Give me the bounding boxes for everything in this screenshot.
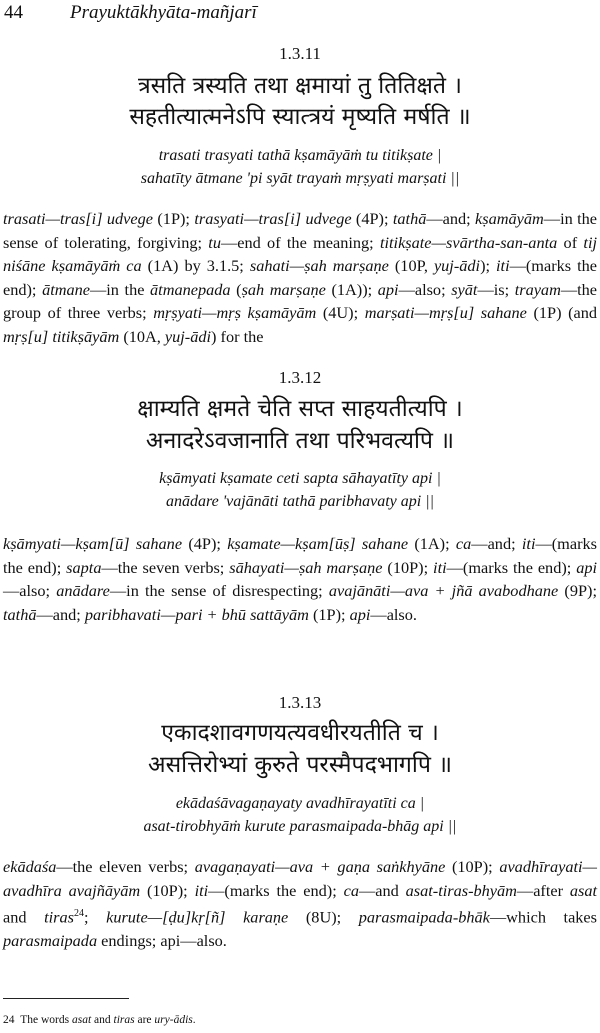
gloss-term: tathā <box>392 209 427 228</box>
page-number: 44 <box>4 2 23 23</box>
gloss-text: —end of the meaning; <box>220 232 380 252</box>
gloss-term: sāhayati—ṣah marṣaṇe <box>229 557 383 577</box>
footnote-text: . <box>192 1014 196 1026</box>
gloss-text: —the group of three verbs; <box>3 279 597 323</box>
transliteration-line: anādare 'vajānāti tathā paribhavaty api || <box>165 493 435 510</box>
gloss-text: and <box>3 907 45 927</box>
footnote <box>3 1014 196 1026</box>
gloss-term: ātmane <box>42 279 90 299</box>
gloss-text: (4P); <box>351 209 393 228</box>
gloss-term: ekādaśa <box>3 857 57 876</box>
gloss-term: avagaṇayati—ava + gaṇa saṅkhyāne <box>194 857 446 876</box>
gloss-term: ṣah marṣaṇe <box>241 279 326 299</box>
transliteration-line: trasati trasyati tathā kṣamāyāṁ tu titikṣate | <box>158 147 442 164</box>
gloss-text: (10P); <box>140 880 195 900</box>
gloss-text: ( <box>230 279 242 299</box>
devanagari-line: क्षाम्यति क्षमते चेति सप्त साहयतीत्यपि । <box>137 396 463 422</box>
gloss-term: parasmaipada-bhāk <box>358 907 490 927</box>
gloss-term: trasyati—tras[i] udvege <box>194 209 352 228</box>
gloss-text: (10P); <box>445 857 500 876</box>
gloss-text: (1P); <box>153 209 195 228</box>
gloss-text: (9P); <box>558 581 597 601</box>
gloss-term: kṣamāyām <box>475 209 544 228</box>
transliteration-line: sahatīty ātmane 'pi syāt trayaṁ mṛṣyati marṣati || <box>140 170 460 187</box>
gloss-text: —and <box>358 880 406 900</box>
gloss-text: (1P); <box>308 604 350 624</box>
gloss-term: avajānāti—ava + jñā avabodhane <box>328 581 559 601</box>
gloss-term: tiras <box>44 907 74 927</box>
footnote-term: ury-ādis <box>154 1014 193 1026</box>
gloss-text: —is; <box>477 279 515 299</box>
gloss-term: sahati—ṣah marṣaṇe <box>249 256 389 276</box>
gloss-term: trasati—tras[i] udvege <box>3 209 154 228</box>
gloss-term: api <box>349 604 371 624</box>
footnote-text: and <box>91 1014 114 1026</box>
gloss-term: iti <box>194 880 209 900</box>
footnote-separator <box>3 998 129 999</box>
gloss-text: ; <box>83 907 107 927</box>
gloss-text: of <box>557 232 584 252</box>
running-header <box>4 2 596 24</box>
gloss-term: ca <box>343 880 359 900</box>
gloss-text: —and; <box>426 209 476 228</box>
gloss-term: ca <box>455 534 472 553</box>
gloss-term: yuj-ādi <box>433 256 481 276</box>
word-gloss-paragraph <box>3 207 597 349</box>
footnote-term: tiras <box>113 1014 135 1026</box>
running-title: Prayuktākhyāta-mañjarī <box>70 2 257 23</box>
word-gloss-paragraph <box>3 532 597 626</box>
gloss-text: —(marks the end); <box>208 880 344 900</box>
gloss-term: tu <box>208 232 221 252</box>
gloss-text: —the seven verbs; <box>101 557 230 577</box>
verse-number: 1.3.12 <box>278 368 322 387</box>
gloss-term: iti <box>521 534 536 553</box>
gloss-term: syāt <box>451 279 478 299</box>
devanagari-line: सहतीत्यात्मनेऽपि स्यात्त्रयं मृष्यति मर्षति ॥ <box>129 104 471 130</box>
devanagari-line: अनादरेऽवजानाति तथा परिभवत्यपि ॥ <box>145 428 455 454</box>
gloss-text: ) for the <box>211 326 264 346</box>
devanagari-line: एकादशावगणयत्यवधीरयतीति च । <box>161 720 439 746</box>
gloss-text: —(marks the end); <box>446 557 577 577</box>
devanagari-line: असत्तिरोभ्यां कुरुते परस्मैपदभागपि ॥ <box>148 752 452 778</box>
gloss-term: api <box>576 557 598 577</box>
gloss-term: iti <box>433 557 447 577</box>
gloss-text: (10P, <box>388 256 434 276</box>
gloss-term: mṛṣyati—mṛṣ kṣamāyām <box>153 303 317 323</box>
footnote-number: 24 <box>3 1014 15 1026</box>
gloss-term: ātmanepada <box>150 279 231 299</box>
gloss-term: mṛṣ[u] titikṣāyām <box>3 326 120 346</box>
gloss-text: —and; <box>36 604 85 624</box>
verse-number: 1.3.11 <box>279 44 321 63</box>
gloss-text: ); <box>480 256 497 276</box>
gloss-text: (8U); <box>288 907 359 927</box>
gloss-text: —also. <box>370 604 417 624</box>
gloss-term: yuj-ādi <box>164 326 212 346</box>
gloss-text: (1P) (and <box>526 303 598 323</box>
gloss-term: sapta <box>66 557 102 577</box>
gloss-term: kṣamate—kṣam[ūṣ] sahane <box>227 534 409 553</box>
gloss-text: —in the <box>90 279 151 299</box>
gloss-text: (10P); <box>382 557 434 577</box>
footnote-text: The words <box>20 1014 72 1026</box>
gloss-term: api <box>377 279 399 299</box>
transliteration-line: asat-tirobhyāṁ kurute parasmaipada-bhāg api || <box>143 818 457 835</box>
gloss-text: (4U); <box>316 303 365 323</box>
gloss-text: —and; <box>471 534 522 553</box>
devanagari-line: त्रसति त्रस्यति तथा क्षमायां तु तितिक्षते । <box>137 73 463 99</box>
gloss-term: paribhavati—pari + bhū sattāyām <box>84 604 309 624</box>
footnote-marker: 24 <box>73 908 84 920</box>
gloss-term: asat-tiras-bhyām <box>405 880 517 900</box>
gloss-term: tij niśāne kṣamāyāṁ ca <box>3 232 597 276</box>
word-gloss-paragraph <box>3 855 597 953</box>
footnote-text: are <box>134 1014 155 1026</box>
gloss-text: —also; <box>398 279 452 299</box>
gloss-text: —(marks the end); <box>3 256 598 299</box>
gloss-text: (4P); <box>182 534 228 553</box>
gloss-text: (1A)); <box>325 279 378 299</box>
gloss-term: trayam <box>514 279 561 299</box>
gloss-term: kurute—[ḍu]kṛ[ñ] karaṇe <box>106 907 289 927</box>
gloss-term: anādare <box>56 581 110 601</box>
verse-number: 1.3.13 <box>278 693 322 712</box>
gloss-term: iti <box>496 256 510 276</box>
gloss-text: (10A, <box>119 326 165 346</box>
transliteration-line: ekādaśāvagaṇayaty avadhīrayatīti ca | <box>175 795 425 812</box>
gloss-term: avadhīrayati—avadhīra avajñāyām <box>3 857 597 900</box>
gloss-term: asat <box>569 880 598 900</box>
footnote-term: asat <box>72 1014 92 1026</box>
gloss-term: parasmaipada <box>3 931 98 951</box>
gloss-text: —which takes <box>489 907 597 927</box>
gloss-text: (1A) by 3.1.5; <box>141 256 250 276</box>
gloss-term: titikṣate—svārtha-san-anta <box>379 232 558 252</box>
gloss-term: kṣāmyati—kṣam[ū] sahane <box>3 534 183 553</box>
gloss-text: (1A); <box>408 534 456 553</box>
gloss-text: —after <box>516 880 570 900</box>
gloss-term: marṣati—mṛṣ[u] sahane <box>364 303 527 323</box>
gloss-text: —also; <box>3 581 57 601</box>
gloss-text: —in the sense of tolerating, forgiving; <box>3 209 597 252</box>
gloss-text: —the eleven verbs; <box>56 857 195 876</box>
transliteration-line: kṣāmyati kṣamate ceti sapta sāhayatīty api | <box>159 470 441 487</box>
gloss-text: —in the sense of disrespecting; <box>109 581 329 601</box>
gloss-text: —(marks the end); <box>3 534 597 577</box>
gloss-text: endings; api—also. <box>97 931 227 951</box>
gloss-term: tathā <box>3 604 37 624</box>
